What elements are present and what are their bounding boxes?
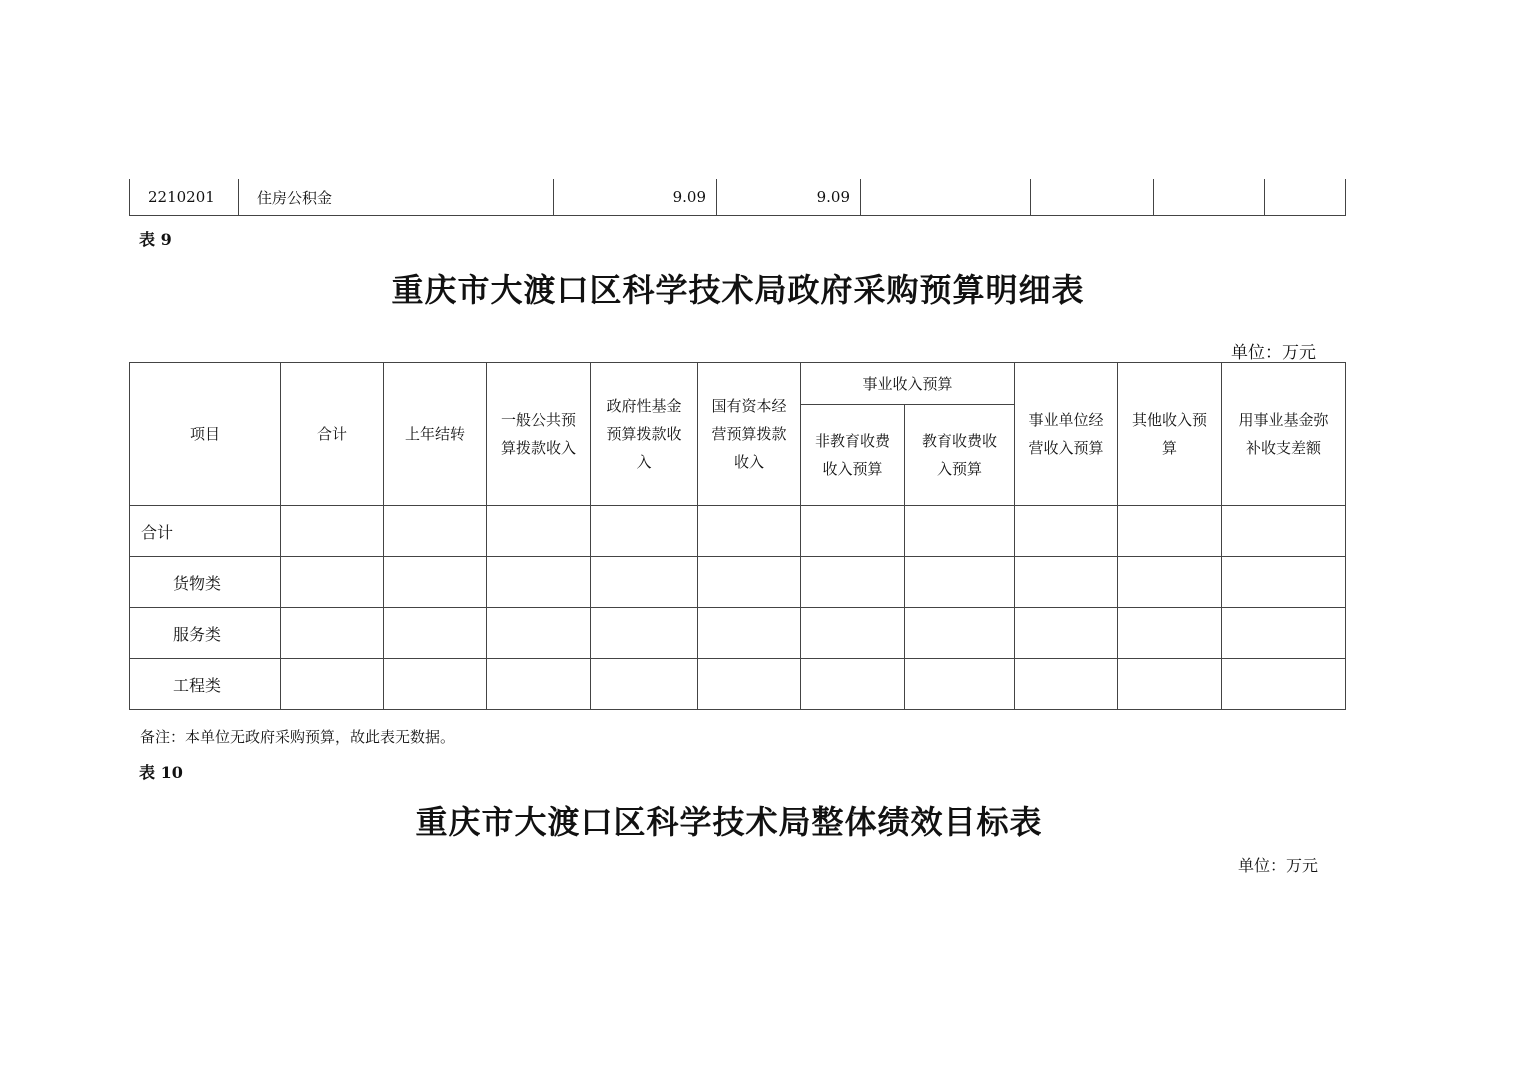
amount-basic: 9.09 — [717, 179, 861, 216]
table-row — [130, 179, 1346, 216]
row-label-services: 服务类 — [130, 608, 281, 659]
subject-code: 2210201 — [130, 179, 239, 216]
header-other-income: 其他收入预算 — [1118, 363, 1222, 506]
empty-cell — [1031, 179, 1154, 216]
previous-table-row — [129, 179, 1346, 216]
header-enterprise-income: 事业收入预算 — [801, 363, 1015, 405]
table-row — [130, 506, 1346, 557]
row-label-goods: 货物类 — [130, 557, 281, 608]
header-total: 合计 — [281, 363, 384, 506]
row-label-total: 合计 — [130, 506, 281, 557]
table-row — [130, 659, 1346, 710]
amount-total: 9.09 — [554, 179, 717, 216]
table9-unit: 单位：万元 — [1231, 343, 1316, 363]
row-label-engineering: 工程类 — [130, 659, 281, 710]
header-general-budget: 一般公共预算拨款收入 — [487, 363, 591, 506]
table-row — [130, 608, 1346, 659]
header-row — [130, 363, 1346, 405]
table10-title: 重庆市大渡口区科学技术局整体绩效目标表 — [415, 803, 1043, 841]
header-operating-income: 事业单位经营收入预算 — [1015, 363, 1118, 506]
header-non-edu-fee: 非教育收费收入预算 — [801, 405, 905, 506]
empty-cell — [1154, 179, 1265, 216]
table9-note: 备注：本单位无政府采购预算，故此表无数据。 — [140, 728, 456, 746]
header-item: 项目 — [130, 363, 281, 506]
table-row — [130, 557, 1346, 608]
table10-unit: 单位：万元 — [1238, 856, 1319, 875]
table9-title: 重庆市大渡口区科学技术局政府采购预算明细表 — [391, 271, 1085, 309]
subject-name: 住房公积金 — [239, 179, 554, 216]
table10-label: 表 10 — [139, 763, 183, 782]
header-fund-offset: 用事业基金弥补收支差额 — [1222, 363, 1346, 506]
header-edu-fee: 教育收费收入预算 — [905, 405, 1015, 506]
table9-label: 表 9 — [139, 230, 172, 249]
empty-cell — [1265, 179, 1346, 216]
procurement-budget-table — [129, 362, 1346, 710]
header-carryover: 上年结转 — [384, 363, 487, 506]
header-gov-fund: 政府性基金预算拨款收入 — [591, 363, 698, 506]
header-state-owned: 国有资本经营预算拨款收入 — [698, 363, 801, 506]
empty-cell — [861, 179, 1031, 216]
